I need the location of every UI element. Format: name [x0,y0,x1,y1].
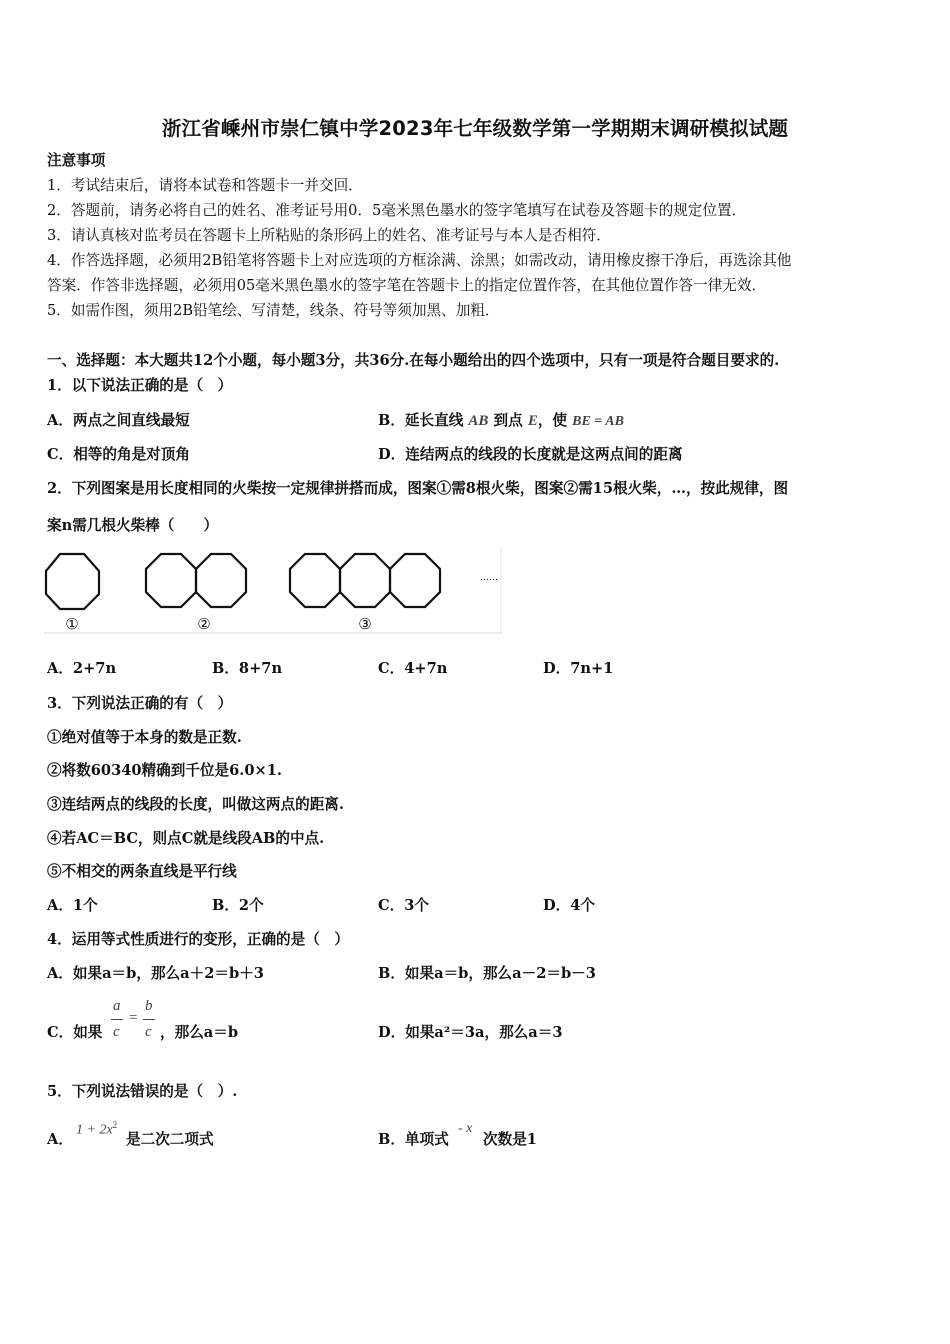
pattern-3-octagon-2 [340,554,390,607]
q5-option-b-expr: - x [458,1121,473,1136]
q2-option-a: A．2+7n [47,660,117,677]
pattern-3-octagon-1 [290,554,340,607]
q1-stem: 1．以下说法正确的是（ ） [47,377,233,394]
figure-label-1: ① [65,615,79,633]
q4-option-c-prefix: C．如果 [47,1024,103,1041]
notice-item-3: 3．请认真核对监考员在答题卡上所粘贴的条形码上的姓名、准考证号与本人是否相符． [47,227,611,244]
q1-option-a: A．两点之间直线最短 [47,412,190,429]
pattern-3-octagon-3 [390,554,440,607]
q1-option-b-expr: BE = AB [572,414,624,429]
q4-frac-b-denominator: c [145,1024,152,1040]
notice-item-2: 2．答题前，请务必将自己的姓名、准考证号用0．5毫米黑色墨水的签字笔填写在试卷及答题卡的规定位置． [47,202,747,219]
q5-stem: 5．下列说法错误的是（ ）. [47,1083,238,1100]
q5-option-b-prefix: B．单项式 [378,1131,449,1148]
q1-option-b-line-ab: AB [468,413,489,429]
q5-option-a-expr-base: 1 + 2x [76,1122,113,1138]
q1-option-b [378,411,624,432]
figure-label-2: ② [197,615,211,633]
pattern-2-octagon-2 [196,554,246,607]
q4-frac-equals: = [129,1010,138,1026]
notice-item-4: 4．作答选择题，必须用2B铅笔将答题卡上对应选项的方框涂满、涂黑；如需改动，请用橡皮擦干净后，再选涂其他 [47,252,792,269]
q1-option-b-mid2: ，使 [537,412,568,429]
q3-statement-3: ③连结两点的线段的长度，叫做这两点的距离. [47,796,344,813]
notice-heading: 注意事项 [47,152,106,169]
q5-option-a-exponent: 2 [112,1120,118,1130]
q4-frac-a-numerator: a [113,998,121,1014]
q2-option-b: B．8+7n [212,660,283,677]
q4-frac-b-bar [143,1019,155,1020]
figure-ellipsis: …… [480,573,498,583]
q1-option-c: C．相等的角是对顶角 [47,446,190,463]
figure-label-3: ③ [358,615,372,633]
q3-statement-5: ⑤不相交的两条直线是平行线 [47,863,237,880]
q4-stem: 4．运用等式性质进行的变形，正确的是（ ） [47,931,350,948]
q2-matchstick-figure [44,545,504,637]
q4-option-b: B．如果a＝b，那么a－2＝b－3 [378,965,596,982]
q2-option-c: C．4+7n [378,660,448,677]
q1-option-b-mid: 到点 [493,412,523,429]
q3-option-a: A．1个 [47,897,98,914]
q3-statement-1: ①绝对值等于本身的数是正数. [47,729,242,746]
q3-option-c: C．3个 [378,897,429,914]
section-heading: 一、选择题：本大题共12个小题，每小题3分，共36分.在每小题给出的四个选项中，只有一项是符合题目要求的. [47,352,780,369]
q4-option-d: D．如果a²＝3a，那么a＝3 [378,1024,563,1041]
q3-option-b: B．2个 [212,897,264,914]
pattern-1-octagon [46,554,99,609]
q4-frac-a-denominator: c [113,1024,120,1040]
q4-frac-b-numerator: b [145,998,153,1014]
q4-frac-a-bar [111,1019,123,1020]
q3-statement-2: ②将数60340精确到千位是6.0×1. [47,762,282,779]
q5-option-a-expr [76,1120,117,1139]
q3-option-d: D．4个 [543,897,595,914]
notice-item-1: 1．考试结束后，请将本试卷和答题卡一并交回． [47,177,363,194]
q2-stem-line1: 2．下列图案是用长度相同的火柴按一定规律拼搭而成，图案①需8根火柴，图案②需15根火柴，…，按此规律，图 [47,480,789,497]
q5-option-b-suffix: 次数是1 [483,1131,537,1148]
pattern-2-octagon-1 [146,554,196,607]
q1-option-b-point-e: E [527,413,538,429]
q2-option-d: D．7n+1 [543,660,614,677]
q4-option-a: A．如果a＝b，那么a＋2＝b＋3 [47,965,264,982]
q5-option-a-suffix: 是二次二项式 [126,1131,214,1148]
q3-statement-4: ④若AC＝BC，则点C就是线段AB的中点. [47,830,325,847]
notice-item-5: 5．如需作图，须用2B铅笔绘、写清楚，线条、符号等须加黑、加粗． [47,302,500,319]
q2-stem-line2: 案n需几根火柴棒（ ） [47,517,219,534]
q4-option-c-suffix: ，那么a＝b [160,1024,239,1041]
q1-option-d: D．连结两点的线段的长度就是这两点间的距离 [378,446,683,463]
q3-stem: 3．下列说法正确的有（ ） [47,695,233,712]
q5-option-a-label: A． [47,1131,73,1148]
q1-option-b-prefix: B．延长直线 [378,412,464,429]
notice-item-4-cont: 答案．作答非选择题，必须用05毫米黑色墨水的签字笔在答题卡上的指定位置作答，在其他位置作答一律无效． [47,277,767,294]
page-title: 浙江省嵊州市崇仁镇中学2023年七年级数学第一学期期末调研模拟试题 [161,117,789,140]
